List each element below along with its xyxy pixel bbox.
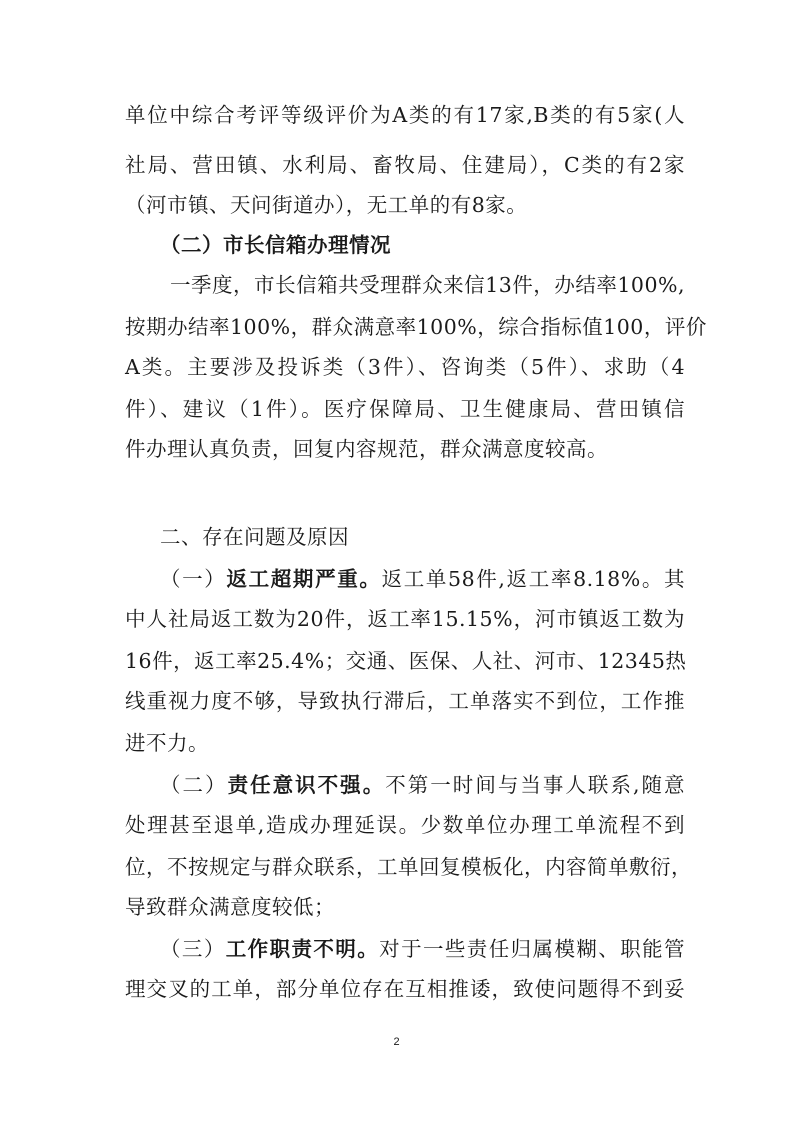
item-title: 责任意识不强。 [227, 773, 386, 797]
section-heading-problems: 二、存在问题及原因 [160, 525, 349, 549]
section-heading-mailbox: （二）市长信箱办理情况 [160, 233, 391, 257]
paragraph-line: 社局、营田镇、水利局、畜牧局、住建局），C类的有2家 [125, 153, 685, 177]
paragraph-line: 一季度，市长信箱共受理群众来信13件，办结率100%, [170, 273, 685, 297]
item-title: 返工超期严重。 [226, 567, 382, 591]
page-number: 2 [393, 1036, 400, 1048]
paragraph-line: 位，不按规定与群众联系，工单回复模板化，内容简单敷衍， [125, 855, 692, 879]
paragraph-line: 16件，返工率25.4%；交通、医保、人社、河市、12345热 [125, 649, 687, 673]
paragraph-line: A类。主要涉及投诉类（3件）、咨询类（5件）、求助（4 [125, 355, 685, 379]
paragraph-line: 处理甚至退单,造成办理延误。少数单位办理工单流程不到 [125, 813, 685, 837]
item-text: 不第一时间与当事人联系,随意 [385, 773, 686, 797]
paragraph-line: （河市镇、天问街道办），无工单的有8家。 [125, 193, 528, 217]
item-text: 对于一些责任归属模糊、职能管 [379, 937, 686, 961]
paragraph-line: 进不力。 [125, 731, 209, 755]
paragraph-line: 线重视力度不够，导致执行滞后，工单落实不到位，工作推 [125, 689, 685, 713]
paragraph-line [160, 936, 685, 962]
paragraph-line [160, 566, 685, 592]
paragraph-line: 按期办结率100%，群众满意率100%，综合指标值100，评价 [125, 315, 707, 339]
paragraph-line: 单位中综合考评等级评价为A类的有17家,B类的有5家(人 [125, 103, 685, 127]
item-text: 返工单58件,返工率8.18%。其 [381, 567, 685, 591]
item-prefix: （一） [160, 567, 227, 591]
paragraph-line: 中人社局返工数为20件，返工率15.15%，河市镇返工数为 [125, 607, 685, 631]
item-prefix: （三） [160, 937, 226, 961]
paragraph-line: 导致群众满意度较低； [125, 895, 335, 919]
item-title: 工作职责不明。 [225, 937, 380, 961]
paragraph-line: 件办理认真负责，回复内容规范，群众满意度较高。 [125, 437, 608, 461]
paragraph-line: 理交叉的工单，部分单位存在互相推诿，致使问题得不到妥 [125, 977, 685, 1001]
paragraph-line [160, 772, 685, 798]
paragraph-line: 件）、建议（1件）。医疗保障局、卫生健康局、营田镇信 [125, 397, 685, 421]
item-prefix: （二） [160, 773, 228, 797]
